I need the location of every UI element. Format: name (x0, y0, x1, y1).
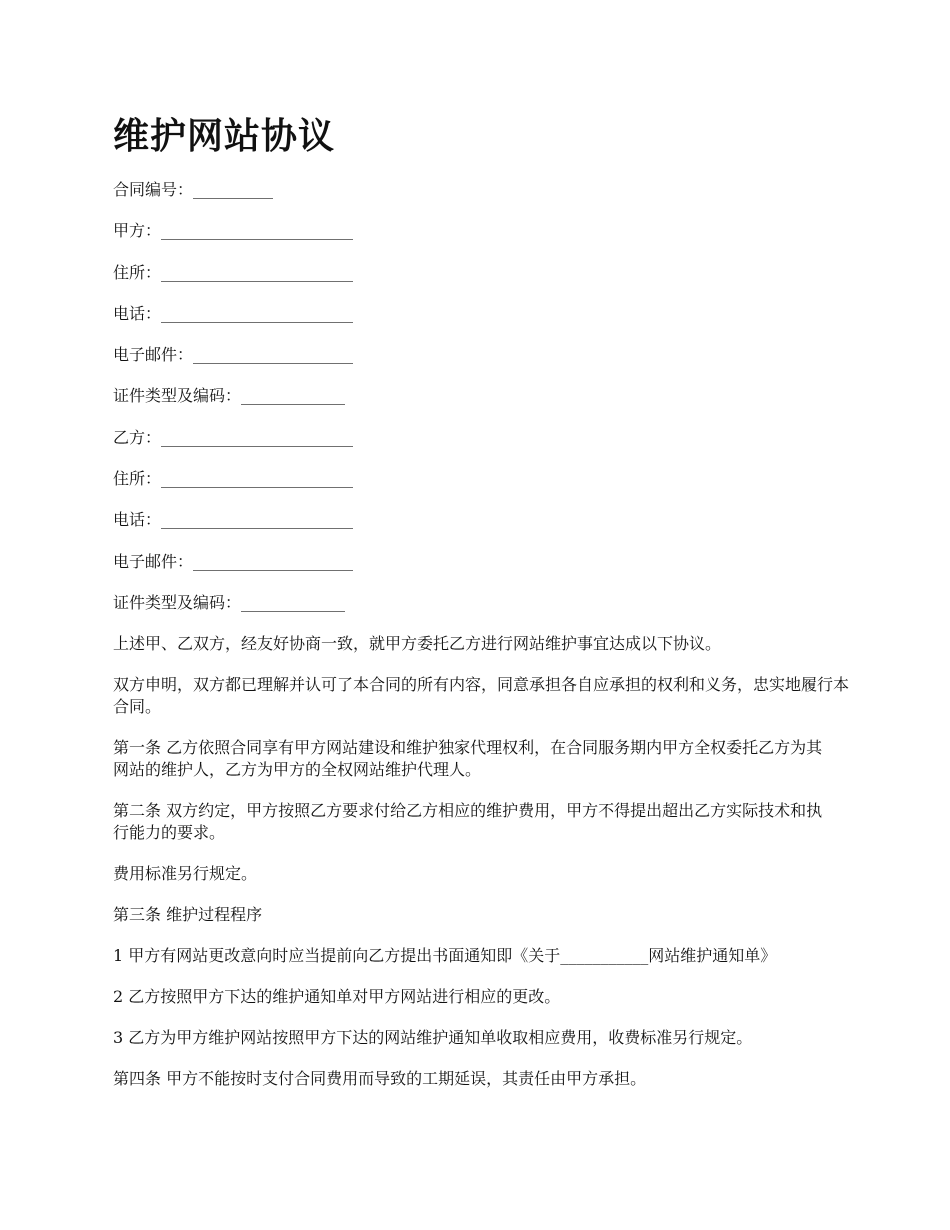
party-a-address-field: 住所：________________________ (113, 262, 354, 282)
paragraph-fee-standard: 费用标准另行规定。 (113, 864, 258, 884)
document-page (113, 110, 863, 1090)
party-b-address-field: 住所：________________________ (113, 469, 354, 489)
party-b-id-field: 证件类型及编码：_____________ (113, 592, 346, 612)
paragraph-intro: 上述甲、乙双方，经友好协商一致，就甲方委托乙方进行网站维护事宜达成以下协议。 (113, 634, 722, 654)
paragraph-article-4: 第四条 甲方不能按时支付合同费用而导致的工期延误，其责任由甲方承担。 (113, 1069, 647, 1089)
party-a-id-field: 证件类型及编码：_____________ (113, 386, 346, 406)
paragraph-procedure-3: 3 乙方为甲方维护网站按照甲方下达的网站维护通知单收取相应费用，收费标准另行规定。 (113, 1028, 753, 1048)
party-a-name-field: 甲方：________________________ (113, 221, 354, 241)
party-b-phone-field: 电话：________________________ (113, 510, 354, 530)
party-b-email-field: 电子邮件：____________________ (113, 551, 354, 571)
paragraph-article-2: 第二条 双方约定，甲方按照乙方要求付给乙方相应的维护费用，甲方不得提出超出乙方实际技术和执行能力的要求。 (113, 801, 823, 843)
contract-number-field: 合同编号：__________ (113, 180, 274, 199)
party-a-email-field: 电子邮件：____________________ (113, 345, 354, 365)
party-b-name-field: 乙方：________________________ (113, 427, 354, 447)
document-title: 维护网站协议 (113, 115, 336, 157)
paragraph-article-3-heading: 第三条 维护过程程序 (113, 905, 263, 925)
paragraph-article-1: 第一条 乙方依照合同享有甲方网站建设和维护独家代理权利，在合同服务期内甲方全权委托乙方为其网站的维护人，乙方为甲方的全权网站维护代理人。 (113, 738, 823, 780)
paragraph-procedure-1: 1 甲方有网站更改意向时应当提前向乙方提出书面通知即《关于___________网站维护通知单》 (113, 946, 777, 966)
paragraph-declaration: 双方申明，双方都已理解并认可了本合同的所有内容，同意承担各自应承担的权利和义务，忠实地履行本合同。 (113, 675, 850, 717)
paragraph-procedure-2: 2 乙方按照甲方下达的维护通知单对甲方网站进行相应的更改。 (113, 987, 561, 1007)
party-a-phone-field: 电话：________________________ (113, 303, 354, 323)
